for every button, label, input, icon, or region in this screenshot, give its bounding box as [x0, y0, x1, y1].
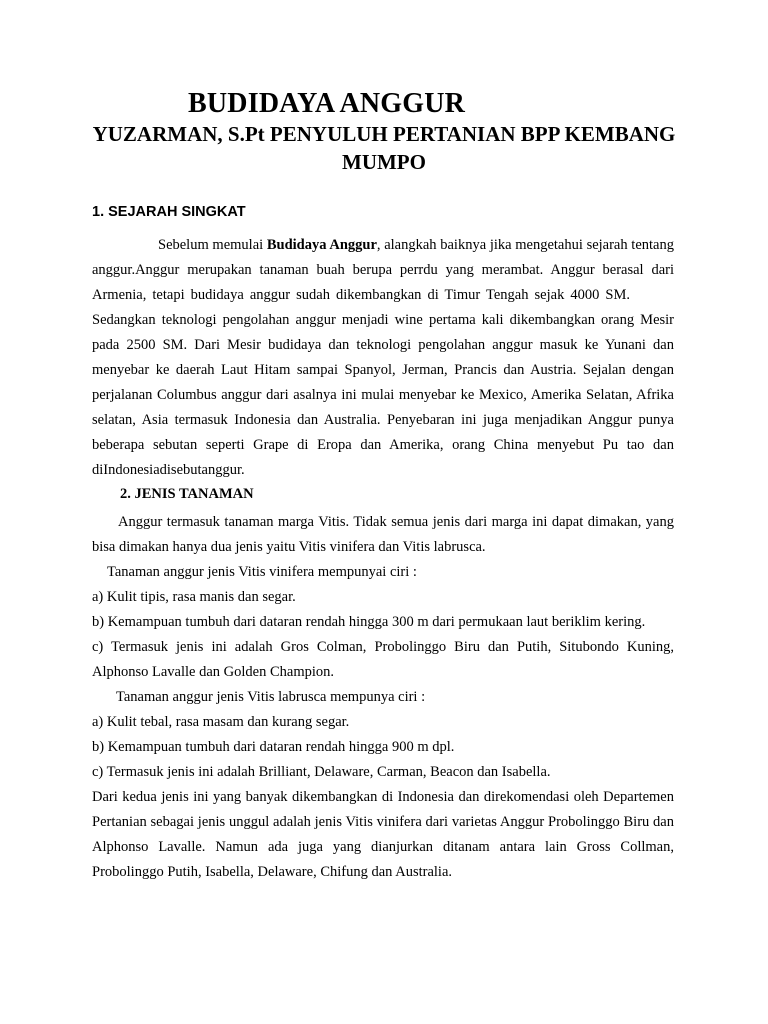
section-body-sejarah: [92, 233, 674, 483]
list-item: c) Termasuk jenis ini adalah Gros Colman, Probolinggo Biru dan Putih, Situbondo Kuning, Alphonso Lavalle dan Golden Champion.: [92, 639, 674, 680]
paragraph-text: , alangkah baiknya jika mengetahui sejarah tentang anggur.Anggur merupakan tanaman buah berupa perrdu yang merambat. Anggur berasal dari Armenia, tetapi budidaya anggur sudah dikembangkan di Timur Tengah sejak 4000 SM.: [92, 237, 674, 303]
vinifera-intro: Tanaman anggur jenis Vitis vinifera mempunyai ciri :: [107, 564, 417, 580]
list-item: a) Kulit tebal, rasa masam dan kurang segar.: [92, 714, 350, 730]
paragraph-text-continued: Sedangkan teknologi pengolahan anggur menjadi wine pertama kali dikembangkan orang Mesir pada 2500 SM. Dari Mesir budidaya dan teknologi pengolahan anggur masuk ke Yunani dan menyebar ke daerah Laut Hitam sampai Spanyol, Jerman, Prancis dan Austria. Sejalan dengan perjalanan Columbus anggur dari asalnya ini mulai menyebar ke Mexico, Amerika Selatan, Afrika selatan, Asia termasuk Indonesia dan Australia. Penyebaran ini juga menjadikan Anggur punya beberapa sebutan seperti Grape di Eropa dan Amerika, orang China menyebut Pu tao dan diIndonesiadisebutanggur.: [92, 312, 674, 478]
section-heading-sejarah: 1. SEJARAH SINGKAT: [92, 204, 246, 220]
author-line: YUZARMAN, S.Pt PENYULUH PERTANIAN BPP KEMBANG MUMPO: [92, 122, 676, 174]
paragraph-intro: Anggur termasuk tanaman marga Vitis. Tidak semua jenis dari marga ini dapat dimakan, yang bisa dimakan hanya dua jenis yaitu Vitis vinifera dan Vitis labrusca.: [92, 514, 674, 555]
list-item: c) Termasuk jenis ini adalah Brilliant, Delaware, Carman, Beacon dan Isabella.: [92, 764, 551, 780]
labrusca-intro: Tanaman anggur jenis Vitis labrusca mempunya ciri :: [116, 689, 426, 705]
list-item: a) Kulit tipis, rasa manis dan segar.: [92, 589, 296, 605]
list-item: b) Kemampuan tumbuh dari dataran rendah hingga 900 m dpl.: [92, 739, 455, 755]
document-title: BUDIDAYA ANGGUR: [188, 88, 466, 119]
paragraph-lead: Sebelum memulai: [158, 237, 267, 253]
section-heading-jenis: 2. JENIS TANAMAN: [120, 486, 254, 502]
section-body-jenis: [92, 510, 674, 885]
list-item: b) Kemampuan tumbuh dari dataran rendah hingga 300 m dari permukaan laut beriklim kering.: [92, 614, 646, 630]
bold-term: Budidaya Anggur: [266, 237, 377, 253]
paragraph-closing: Dari kedua jenis ini yang banyak dikembangkan di Indonesia dan direkomendasi oleh Departemen Pertanian sebagai jenis unggul adalah jenis Vitis vinifera dari varietas Anggur Probolinggo Biru dan Alphonso Lavalle. Namun ada juga yang dianjurkan ditanam antara lain Gross Collman, Probolinggo Putih, Isabella, Delaware, Chifung dan Australia.: [92, 789, 674, 880]
